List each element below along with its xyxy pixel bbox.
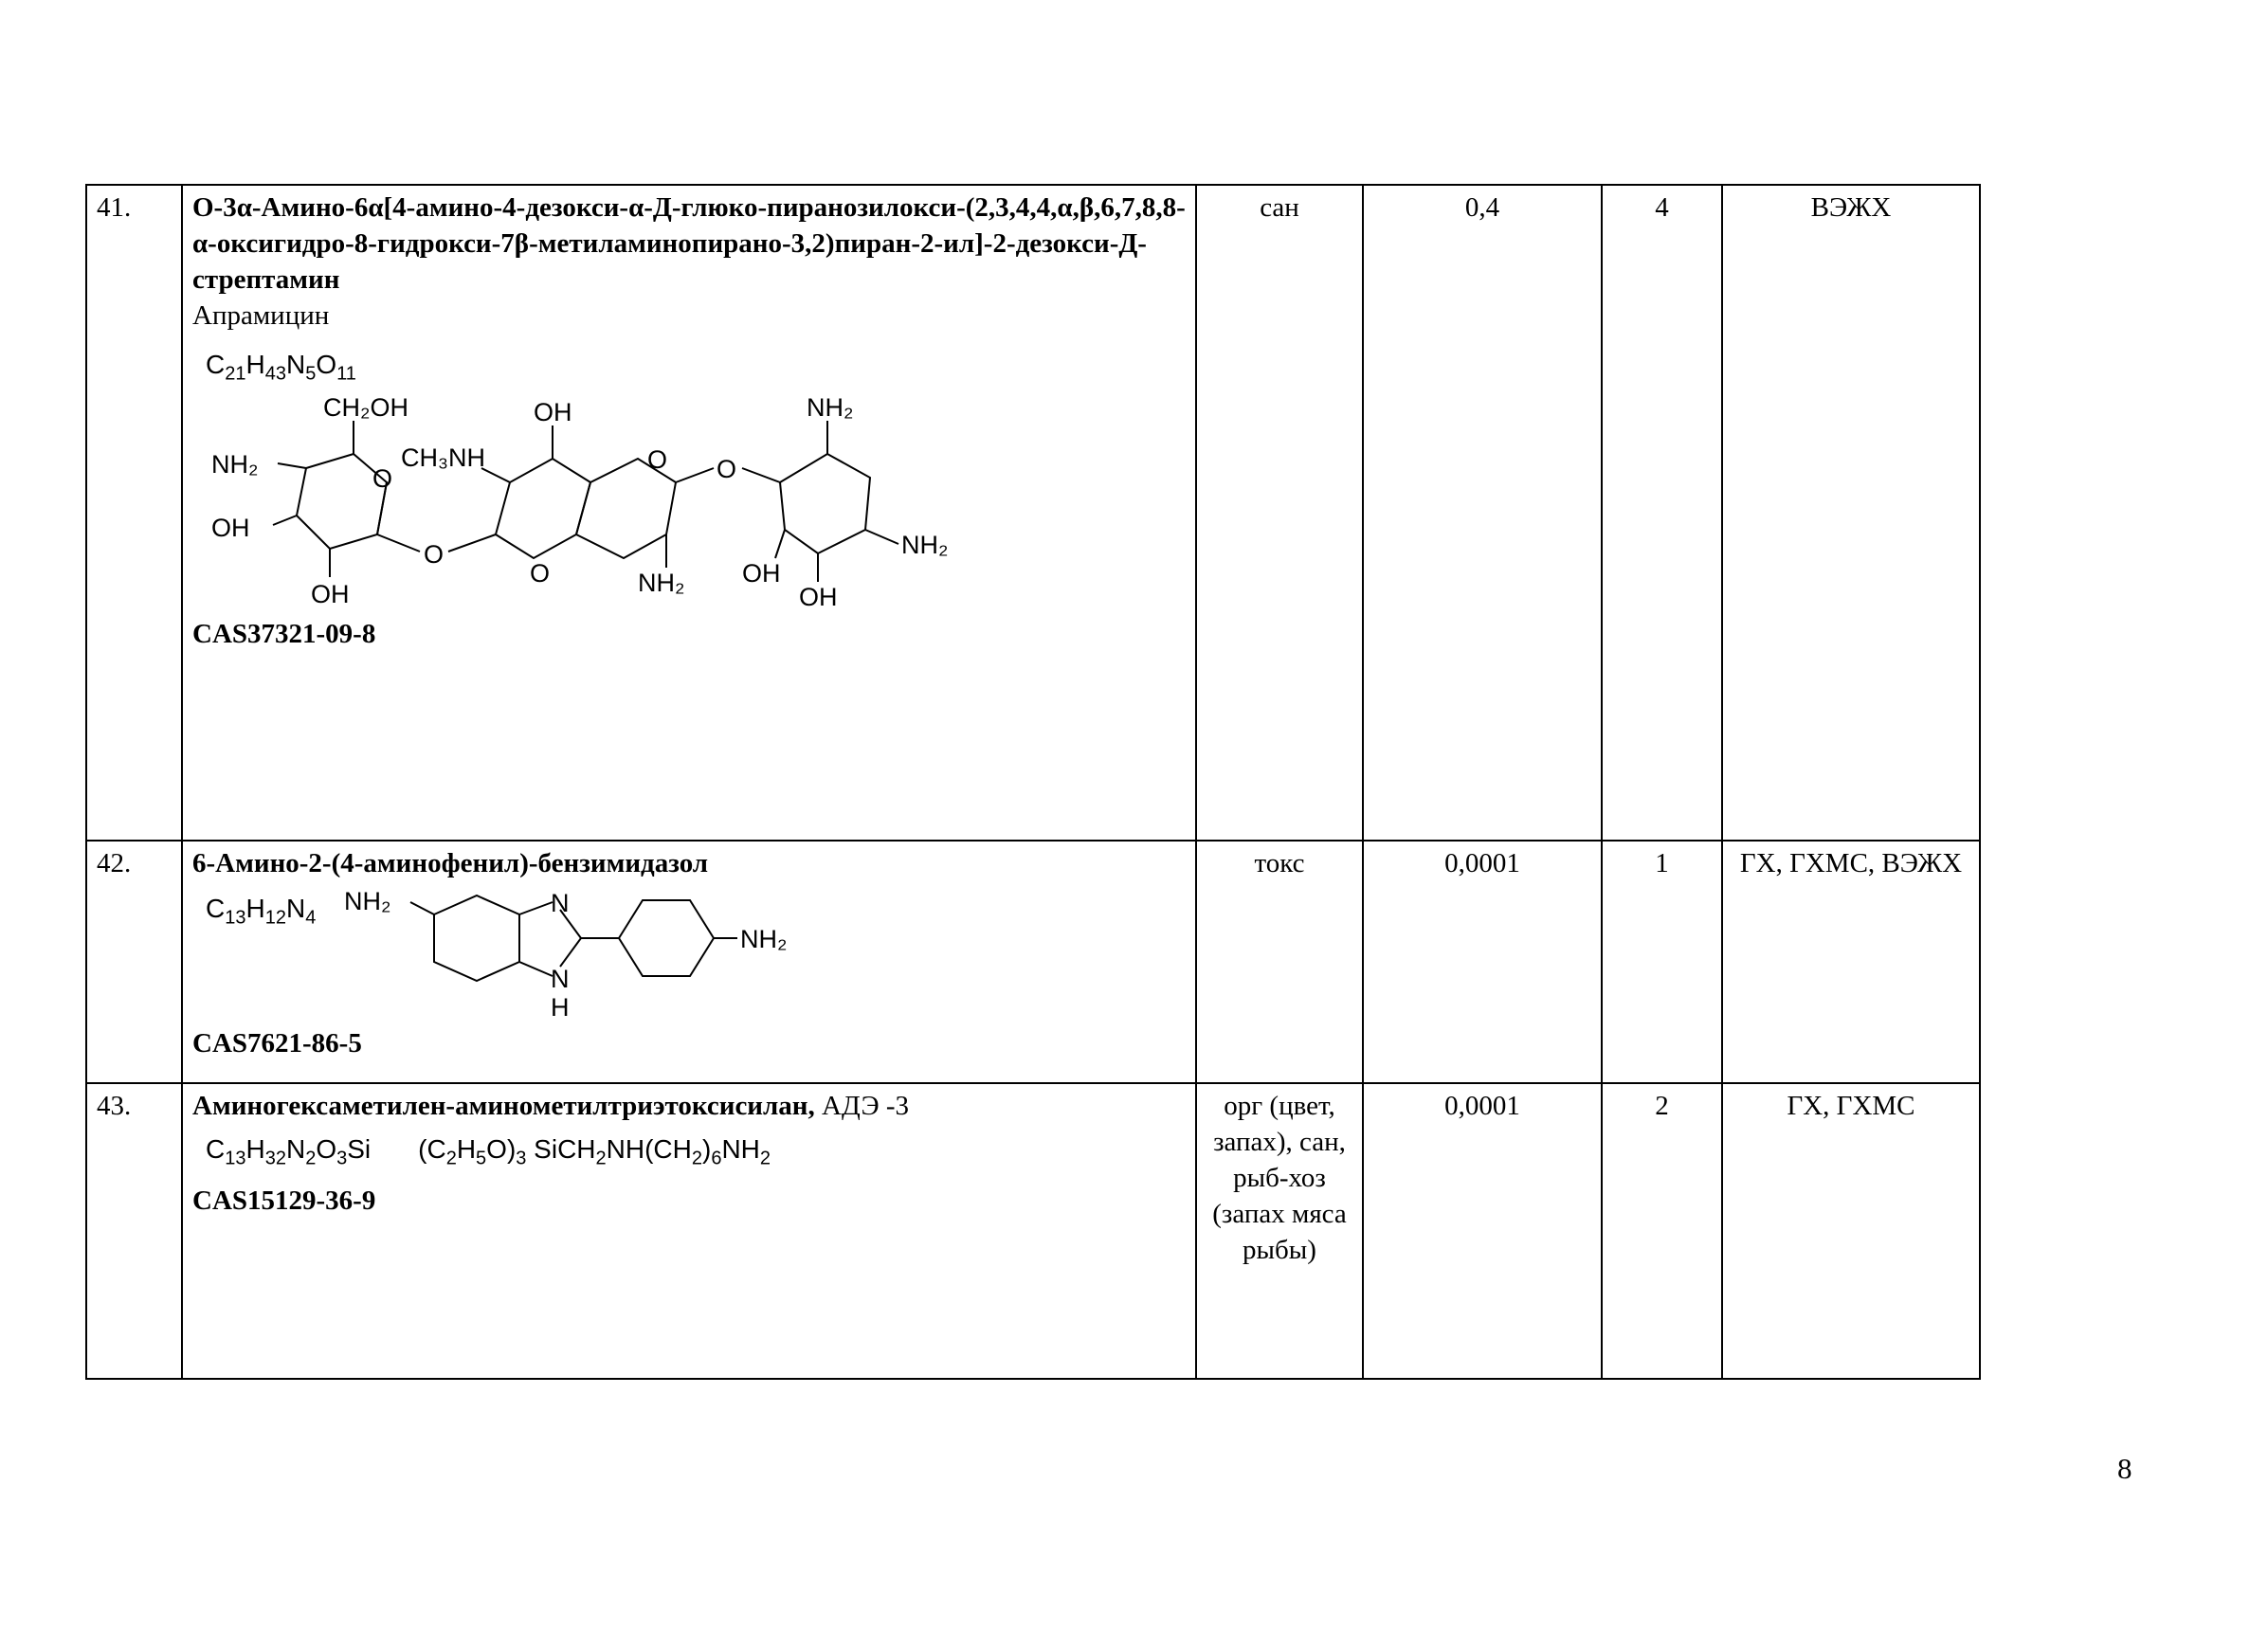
- label-nh2-right: NH₂: [740, 925, 788, 953]
- label-oh-bottom1: OH: [311, 579, 350, 608]
- table-row: [86, 185, 1980, 841]
- label-oh-bottom2: OH: [799, 582, 838, 610]
- substance-name: Аминогексаметилен-аминометилтриэтоксисилан,: [192, 1091, 815, 1121]
- substance-name-line: [192, 1088, 1186, 1124]
- substance-name-suffix: АДЭ -3: [814, 1091, 909, 1121]
- label-oh-mid: OH: [742, 558, 781, 588]
- hazard-level-cell: 1: [1602, 841, 1722, 1083]
- label-o-bridge2: O: [717, 454, 737, 483]
- label-nh2-left: NH₂: [211, 449, 259, 479]
- label-n-bottom: N: [551, 965, 570, 993]
- page-number: 8: [2117, 1452, 2132, 1485]
- substance-name: 6-Амино-2-(4-аминофенил)-бензимидазол: [192, 848, 709, 878]
- substance-cell: [182, 841, 1196, 1083]
- table-row: [86, 841, 1980, 1083]
- label-nh2-left: NH₂: [344, 887, 391, 915]
- label-o-ring1: O: [372, 463, 393, 493]
- molecular-formula: $C_{13}H_{12}N_4$: [206, 894, 317, 929]
- hazard-class-cell: орг (цвет, запах), сан, рыб-хоз (запах мяса рыбы): [1196, 1083, 1363, 1379]
- substance-cell: [182, 185, 1196, 841]
- label-nh2-right: NH₂: [901, 530, 949, 559]
- substances-table: [85, 184, 1981, 1380]
- label-nh2-mid: NH₂: [638, 568, 685, 597]
- molecular-formula: $C_{13}H_{32}N_2O_3Si$: [206, 1134, 372, 1169]
- substance-cell: [182, 1083, 1196, 1379]
- label-o-ring3: O: [530, 558, 551, 588]
- cas-number: CAS15129-36-9: [192, 1185, 376, 1216]
- structure-diagram-benzimidazole: [344, 881, 837, 1023]
- hazard-class-cell: токс: [1196, 841, 1363, 1083]
- substance-common-name: Апрамицин: [192, 300, 330, 331]
- label-nh2-top: NH₂: [807, 392, 854, 422]
- cas-number: CAS37321-09-8: [192, 618, 376, 649]
- label-n-top: N: [551, 889, 570, 917]
- row-number: 42.: [86, 841, 182, 1083]
- row-number: 43.: [86, 1083, 182, 1379]
- row-number: 41.: [86, 185, 182, 841]
- structural-formula: $(C_2H_5O)_3$ $SiCH_2NH(CH_2)_6NH_2$: [418, 1134, 771, 1169]
- molecular-formula: $C_{21}H_{43}N_5O_{11}$: [206, 350, 356, 385]
- structure-diagram-apramycin: [192, 392, 1007, 610]
- table-row: [86, 1083, 1980, 1379]
- label-h: H: [551, 993, 570, 1022]
- label-ch2oh: CH₂OH: [323, 392, 408, 422]
- method-cell: ГХ, ГХМС, ВЭЖХ: [1722, 841, 1980, 1083]
- label-oh-top: OH: [534, 397, 572, 426]
- hazard-level-cell: 4: [1602, 185, 1722, 841]
- hazard-class-cell: сан: [1196, 185, 1363, 841]
- label-ch3nh: CH₃NH: [401, 443, 485, 472]
- method-cell: ГХ, ГХМС: [1722, 1083, 1980, 1379]
- label-o-bridge1: O: [424, 539, 445, 569]
- value-cell: 0,0001: [1363, 1083, 1602, 1379]
- value-cell: 0,0001: [1363, 841, 1602, 1083]
- cas-number: CAS7621-86-5: [192, 1028, 362, 1059]
- hazard-level-cell: 2: [1602, 1083, 1722, 1379]
- label-o-ring2: O: [647, 444, 668, 474]
- label-oh-left: OH: [211, 513, 250, 542]
- substance-name: О-3α-Амино-6α[4-амино-4-дезокси-α-Д-глюко-пиранозилокси-(2,3,4,4,α,β,6,7,8,8-α-оксигидро-8-гидрокси-7β-метиламинопирано-3,2)пиран-2-ил]-2-дезокси-Д-стрептамин: [192, 192, 1186, 295]
- value-cell: 0,4: [1363, 185, 1602, 841]
- molecular-formula-line: [206, 1131, 1186, 1177]
- method-cell: ВЭЖХ: [1722, 185, 1980, 841]
